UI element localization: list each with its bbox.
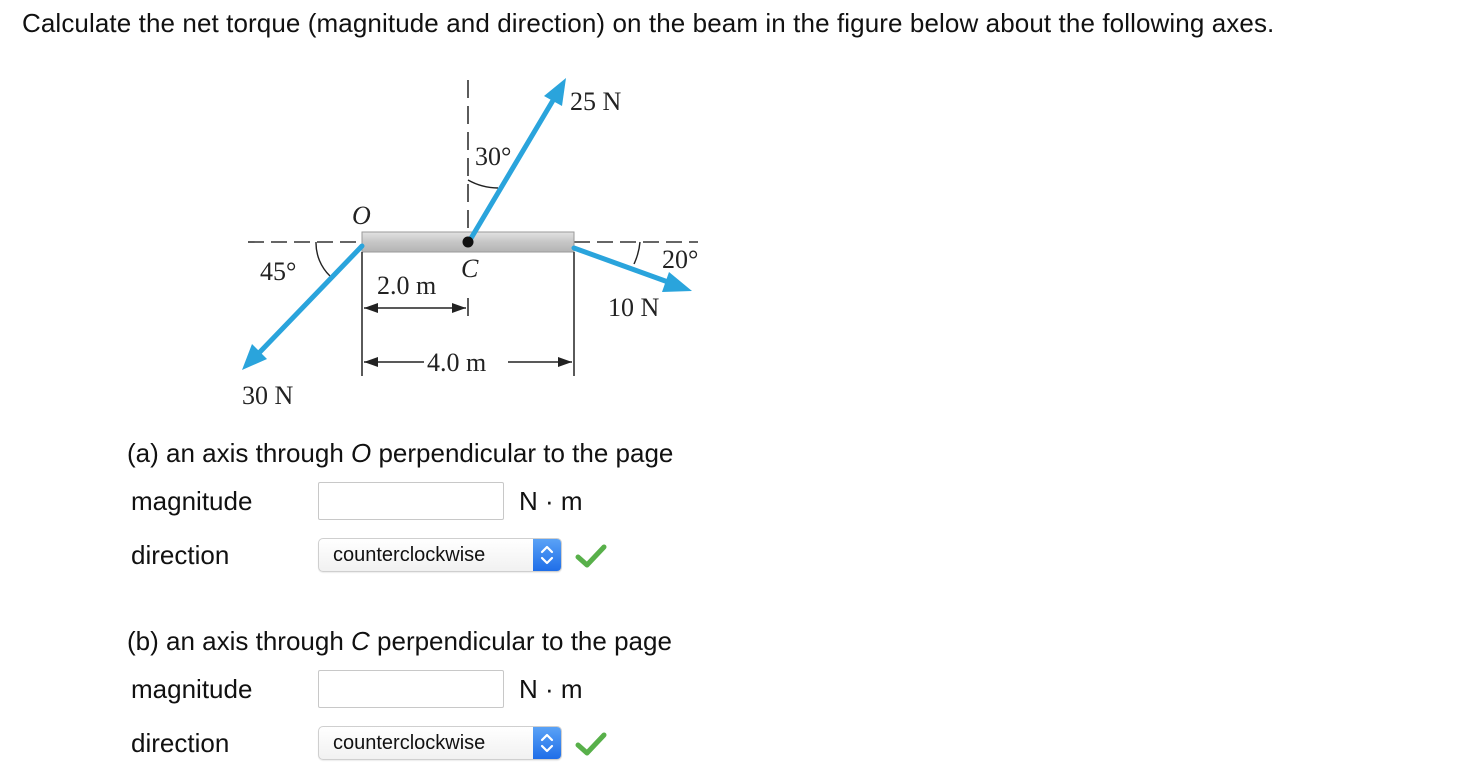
reference-dashed-lines xyxy=(248,80,698,242)
correct-check-icon xyxy=(574,542,608,570)
force-30n-label: 30 N xyxy=(242,381,294,410)
angle-45-label: 45° xyxy=(260,257,297,286)
part-a-direction-label: direction xyxy=(131,540,230,570)
center-point-dot xyxy=(463,237,474,248)
angle-30-label: 30° xyxy=(475,142,512,171)
question-text: Calculate the net torque (magnitude and direction) on the beam in the figure below about the following axes. xyxy=(22,8,1275,38)
angle-20-label: 20° xyxy=(662,245,699,274)
part-b-unit: N · m xyxy=(519,674,583,704)
correct-check-icon xyxy=(574,730,608,758)
part-a-magnitude-label: magnitude xyxy=(131,486,253,516)
force-10n-label: 10 N xyxy=(608,293,660,322)
part-b-magnitude-input[interactable] xyxy=(318,670,504,708)
part-a-direction-value: counterclockwise xyxy=(333,544,486,566)
point-o-label: O xyxy=(352,201,371,230)
force-25n-label: 25 N xyxy=(570,87,622,116)
part-a-magnitude-input[interactable] xyxy=(318,482,504,520)
part-b-direction-select[interactable] xyxy=(318,726,562,760)
force-arrows xyxy=(242,78,692,370)
part-a-heading: (a) an axis through O perpendicular to the page xyxy=(127,438,674,468)
part-b-direction-value: counterclockwise xyxy=(333,732,486,754)
distance-4m-label: 4.0 m xyxy=(427,348,487,377)
select-arrows-icon xyxy=(533,539,561,571)
part-a-unit: N · m xyxy=(519,486,583,516)
part-b-magnitude-label: magnitude xyxy=(131,674,253,704)
part-a-direction-select[interactable] xyxy=(318,538,562,572)
distance-2m-label: 2.0 m xyxy=(377,271,437,300)
part-b-heading: (b) an axis through C perpendicular to the page xyxy=(127,626,672,656)
select-arrows-icon xyxy=(533,727,561,759)
point-c-label: C xyxy=(461,254,479,283)
part-b-direction-label: direction xyxy=(131,728,230,758)
